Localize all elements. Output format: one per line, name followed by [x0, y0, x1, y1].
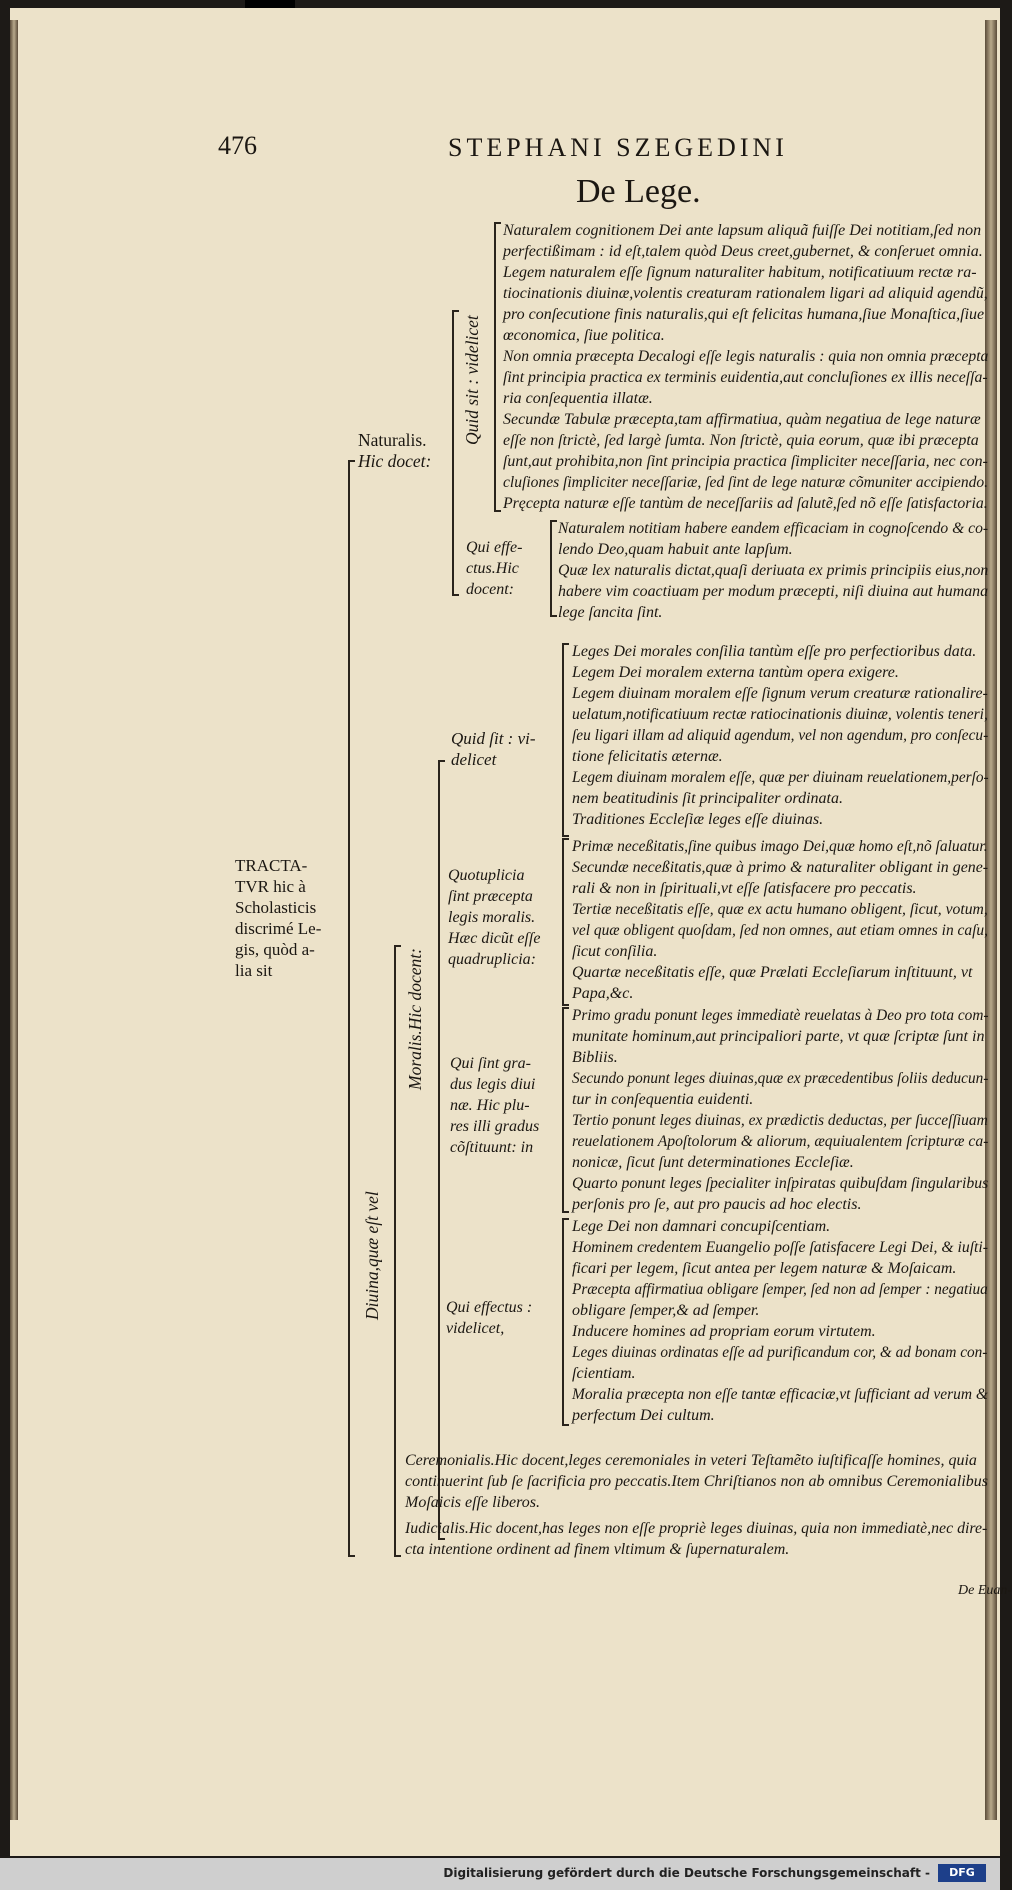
- naturalis-effect-line: Naturalem notitiam habere eandem efficaciam in cognoſcendo & co-: [558, 520, 989, 537]
- moralis-quot-line: rali & non in ſpirituali,vt eſſe ſatisfacere pro peccatis.: [572, 880, 917, 897]
- naturalis-quid-line: cluſiones ſimpliciter neceſſariæ, ſed ſint de lege naturæ cõmuniter accipiendo.: [503, 474, 989, 491]
- moralis-quot-label: ſint præcepta: [448, 888, 533, 905]
- naturalis-quid-brace: [494, 222, 496, 512]
- moralis-quot-line: vel quæ obligent quoſdam, ſed non omnes, aut etiam omnes in caſu,: [572, 922, 988, 939]
- moralis-quot-brace: [562, 838, 564, 1006]
- moralis-grad-label: cõſtituunt: in: [450, 1139, 534, 1156]
- digitization-footer: [0, 1858, 1000, 1890]
- naturalis-quid-line: Non omnia præcepta Decalogi eſſe legis naturalis : quia non omnia præcepta: [503, 348, 989, 365]
- moralis-quid-line: nem beatitudinis ſit principaliter ordinata.: [572, 790, 843, 807]
- moralis-quot-line: Primæ neceßitatis,ſine quibus imago Dei,quæ homo eſt,nõ ſaluatur.: [572, 838, 988, 855]
- naturalis-effect-line: habere vim coactiuam per modum præcepti, niſi diuina aut humana: [558, 583, 989, 600]
- root-label: TRACTA-: [235, 856, 308, 875]
- naturalis-brace: [452, 594, 459, 596]
- diuina-brace: [394, 945, 401, 947]
- moralis-grad-label: Qui ſint gra-: [450, 1055, 531, 1072]
- naturalis-quid-line: Naturalem cognitionem Dei ante lapsum aliquã fuiſſe Dei notitiam,ſed non: [503, 222, 982, 239]
- moralis-quot-label: legis moralis.: [448, 909, 536, 926]
- naturalis-effect-label: docent:: [466, 581, 514, 598]
- moralis-effect-label: Qui effectus :: [446, 1299, 533, 1316]
- page-title: De Lege.: [576, 173, 701, 210]
- naturalis-brace: [452, 310, 459, 312]
- moralis-grad-line: Secundo ponunt leges diuinas,quæ ex præcedentibus ſoliis deducun-: [572, 1070, 989, 1087]
- naturalis-quid-line: ſint principia practica ex terminis euidentia,aut concluſiones ex illis neceſſa-: [503, 369, 988, 386]
- naturalis-quid-line: Pręcepta naturæ eſſe tantùm de neceſſariis ad ſalutẽ,ſed nõ eſſe ſatisfactoria.: [503, 495, 988, 512]
- moralis-grad-line: nonicæ, ſicut ſunt determinationes Eccleſiæ.: [572, 1154, 854, 1171]
- naturalis-effect-brace: [550, 520, 557, 522]
- moralis-quot-line: Quartæ neceßitatis eſſe, quæ Prælati Eccleſiarum inſtituunt, vt: [572, 964, 973, 981]
- naturalis-quid-line: tiocinationis diuinæ,volentis creaturam rationalem ligari ad aliquid agendũ,: [503, 285, 988, 302]
- moralis-effect-brace: [562, 1424, 569, 1426]
- moralis-grad-line: Bibliis.: [572, 1049, 618, 1066]
- diuina-brace: [394, 1555, 401, 1557]
- naturalis-effect-line: Quæ lex naturalis dictat,quaſi deriuata ex primis principiis eius,non: [558, 562, 989, 579]
- moralis-grad-line: Primo gradu ponunt leges immediatè reuelatas à Deo pro tota com-: [572, 1007, 989, 1024]
- root-brace: [348, 1555, 355, 1557]
- root-label: gis, quòd a-: [235, 940, 315, 959]
- moralis-effect-line: Leges diuinas ordinatas eſſe ad purificandum cor, & ad bonam con-: [572, 1344, 988, 1361]
- moralis-effect-brace: [562, 1218, 569, 1220]
- moralis-effect-brace: [562, 1218, 564, 1426]
- moralis-quid-brace: [562, 643, 564, 837]
- naturalis-quid-brace: [494, 222, 501, 224]
- moralis-grad-brace: [562, 1007, 564, 1213]
- moralis-grad-line: reuelationem Apoſtolorum & aliorum, æquiualentem ſcripturæ ca-: [572, 1133, 989, 1150]
- naturalis-label: Naturalis.: [358, 430, 427, 450]
- naturalis-effect-label: ctus.Hic: [466, 560, 519, 577]
- moralis-effect-line: Hominem credentem Euangelio poſſe ſatisfacere Legi Dei, & iuſti-: [572, 1239, 989, 1256]
- moralis-quid-line: Legem diuinam moralem eſſe, quæ per diuinam reuelationem,perſo-: [572, 769, 989, 786]
- naturalis-quid-line: eſſe non ſtrictè, ſed largè ſumta. Non ſtrictè, quia eorum, quæ ibi præcepta: [503, 432, 979, 449]
- moralis-grad-line: Tertio ponunt leges diuinas, ex prædictis deductas, per ſucceſſiuam: [572, 1112, 988, 1129]
- moralis-grad-line: tur in conſequentia euidenti.: [572, 1091, 754, 1108]
- naturalis-quid-line: ſunt,aut prohibita,non ſint principia practica ſimpliciter neceſſaria, nec con-: [503, 453, 988, 470]
- moralis-quot-label: quadruplicia:: [448, 951, 536, 968]
- moralis-grad-label: res illi gradus: [450, 1118, 540, 1135]
- dfg-logo: DFG: [938, 1864, 986, 1882]
- moralis-grad-label: næ. Hic plu-: [450, 1097, 530, 1114]
- root-label: Scholasticis: [235, 898, 317, 917]
- diuina-label: Diuina,quæ eſt vel: [362, 1191, 382, 1320]
- moralis-quid-brace: [562, 835, 569, 837]
- moralis-quot-line: Secundæ neceßitatis,quæ à primo & naturaliter obligant in gene-: [572, 859, 989, 876]
- moralis-quid-line: Traditiones Eccleſiæ leges eſſe diuinas.: [572, 811, 824, 828]
- naturalis-brace: [452, 310, 454, 596]
- moralis-grad-line: munitate hominum,aut principaliori parte, vt quæ ſcriptæ ſunt in: [572, 1028, 985, 1045]
- moralis-quid-label: Quid ſit : vi-: [451, 729, 536, 748]
- ceremonialis-line: Ceremonialis.Hic docent,leges ceremoniales in veteri Teſtamẽto iuſtificaſſe homines, quia: [405, 1452, 977, 1469]
- moralis-quid-line: tione felicitatis æternæ.: [572, 748, 723, 765]
- moralis-effect-line: obligare ſemper,& ad ſemper.: [572, 1302, 760, 1319]
- moralis-quid-line: ſeu ligari illam ad aliquid agendum, vel non agendum, pro conſecu-: [572, 727, 989, 744]
- naturalis-quid-line: Legem naturalem eſſe ſignum naturaliter habitum, notificatiuum rectæ ra-: [503, 264, 977, 281]
- moralis-effect-label: videlicet,: [446, 1320, 505, 1337]
- naturalis-effect-label: Qui effe-: [466, 539, 523, 556]
- moralis-effect-line: Præcepta affirmatiua obligare ſemper, ſed non ad ſemper : negatiua: [572, 1281, 988, 1298]
- naturalis-quid-line: pro conſecutione finis naturalis,qui eſt felicitas humana,ſiue Monaſtica,ſiue: [503, 306, 985, 323]
- ceremonialis-line: continuerint ſub ſe ſacrificia pro peccatis.Item Chriſtianos non ab omnibus Ceremonialibus: [405, 1473, 988, 1490]
- moralis-quid-line: Legem Dei moralem externa tantùm opera exigere.: [572, 664, 899, 681]
- moralis-brace: [438, 760, 440, 1540]
- root-brace: [348, 460, 355, 462]
- diuina-brace: [394, 945, 396, 1557]
- moralis-grad-line: Quarto ponunt leges ſpecialiter inſpiratas quibuſdam ſingularibus: [572, 1175, 989, 1192]
- moralis-grad-brace: [562, 1211, 569, 1213]
- moralis-quot-label: Quotuplicia: [448, 867, 525, 884]
- moralis-quot-line: Tertiæ neceßitatis eſſe, quæ ex actu humano obligent, ſicut, votum,: [572, 901, 988, 918]
- iudicialis-line: cta intentione ordinent ad finem vltimum & ſupernaturalem.: [405, 1541, 790, 1558]
- moralis-effect-line: Moralia præcepta non eſſe tantæ efficaciæ,vt ſufficiant ad verum &: [572, 1386, 988, 1403]
- moralis-quid-brace: [562, 643, 569, 645]
- moralis-brace: [438, 760, 445, 762]
- moralis-quot-brace: [562, 838, 569, 840]
- moralis-effect-line: Lege Dei non damnari concupiſcentiam.: [572, 1218, 831, 1235]
- naturalis-quid-line: œconomica, ſiue politica.: [503, 327, 665, 344]
- naturalis-effect-line: lege ſancita ſint.: [558, 604, 663, 621]
- catchword: De Euan-: [958, 1583, 1012, 1598]
- naturalis-quid-label: Quid sit : videlicet: [462, 315, 482, 445]
- naturalis-effect-brace: [550, 520, 552, 617]
- moralis-quid-label: delicet: [451, 750, 497, 769]
- moralis-quot-line: Papa,&c.: [572, 985, 634, 1002]
- iudicialis-line: Iudicialis.Hic docent,has leges non eſſe propriè leges diuinas, quia non immediatè,nec dire-: [405, 1520, 988, 1537]
- naturalis-sub: Hic docet:: [358, 451, 432, 471]
- root-brace: [348, 460, 350, 1557]
- root-label: TVR hic à: [235, 877, 306, 896]
- moralis-effect-line: ficari per legem, ſicut antea per legem naturæ & Moſaicam.: [572, 1260, 957, 1277]
- ceremonialis-line: Moſaicis eſſe liberos.: [405, 1494, 540, 1511]
- moralis-quid-line: Leges Dei morales conſilia tantùm eſſe pro perfectioribus data.: [572, 643, 977, 660]
- page-number: 476: [218, 131, 257, 160]
- moralis-grad-brace: [562, 1007, 569, 1009]
- moralis-quot-brace: [562, 1004, 569, 1006]
- moralis-effect-line: Inducere homines ad propriam eorum virtutem.: [572, 1323, 876, 1340]
- moralis-quot-label: Hæc dicũt eſſe: [448, 930, 541, 947]
- moralis-grad-label: dus legis diui: [450, 1076, 536, 1093]
- naturalis-effect-line: lendo Deo,quam habuit ante lapſum.: [558, 541, 793, 558]
- naturalis-quid-brace: [494, 510, 501, 512]
- moralis-effect-line: perfectum Dei cultum.: [572, 1407, 715, 1424]
- moralis-grad-line: perſonis pro ſe, aut pro paucis ad hoc electis.: [572, 1196, 862, 1213]
- naturalis-quid-line: Secundæ Tabulæ præcepta,tam affirmatiua, quàm negatiua de lege naturæ: [503, 411, 981, 428]
- naturalis-effect-brace: [550, 615, 557, 617]
- naturalis-quid-line: perfectißimam : id eſt,talem quòd Deus creet,gubernet, & conſeruet omnia.: [503, 243, 983, 260]
- moralis-quot-line: ſicut conſilia.: [572, 943, 658, 960]
- moralis-label: Moralis.Hic docent:: [405, 948, 425, 1090]
- footer-text: Digitalisierung gefördert durch die Deutsche Forschungsgemeinschaft -: [443, 1866, 930, 1880]
- naturalis-quid-line: ria conſequentia illatæ.: [503, 390, 653, 407]
- root-label: lia sit: [235, 961, 273, 980]
- page-edge: [10, 20, 18, 1820]
- moralis-effect-line: ſcientiam.: [572, 1365, 636, 1382]
- moralis-quid-line: uelatum,notificatiuum rectæ ratiocinationis diuinæ, volentis teneri,: [572, 706, 988, 723]
- moralis-quid-line: Legem diuinam moralem eſſe ſignum verum creaturæ rationalire-: [572, 685, 988, 702]
- root-label: discrimé Le-: [235, 919, 322, 938]
- running-head: STEPHANI SZEGEDINI: [448, 133, 788, 162]
